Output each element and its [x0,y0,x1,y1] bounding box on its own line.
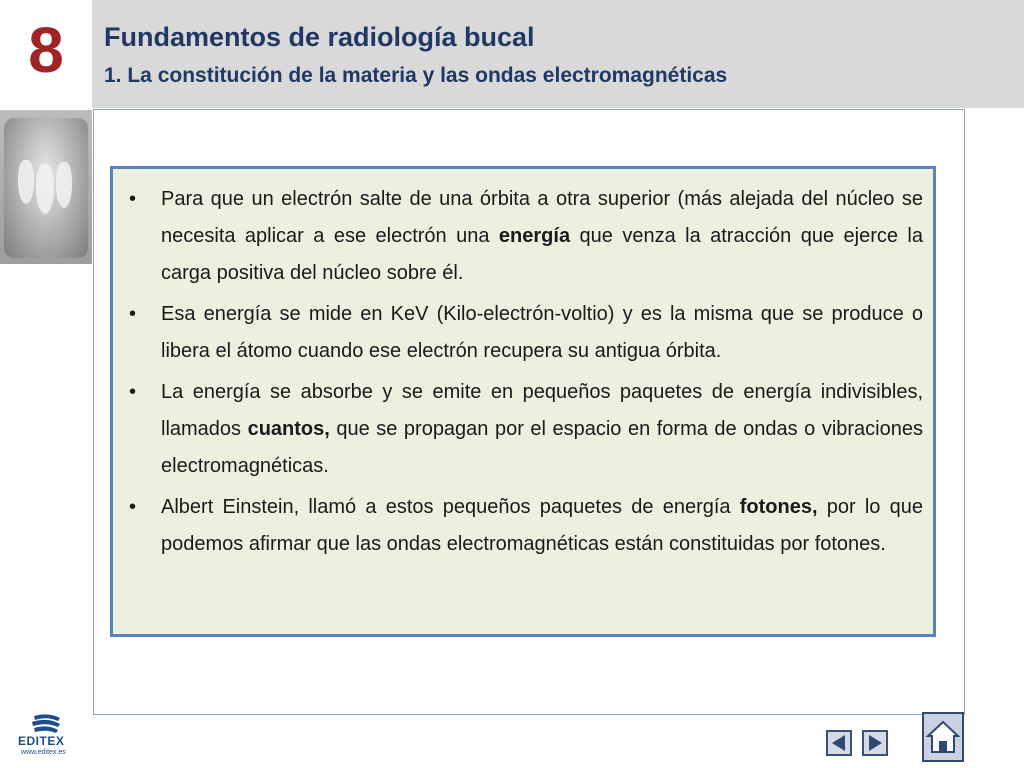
xray-tooth [56,162,72,208]
logo-url: www.editex.es [21,749,66,756]
next-slide-button[interactable] [862,730,888,756]
triangle-right-icon [864,732,886,754]
bullet-bold-term: cuantos, [247,418,330,440]
bullet-text: Para que un electrón salte de una órbita a otra superior (más alejada del núcleo se necesita aplicar a ese electrón una [161,188,923,247]
chapter-number: 8 [28,14,64,86]
triangle-left-icon [828,732,850,754]
dental-xray-image [0,110,92,264]
bullet-dot: • [129,496,137,518]
previous-slide-button[interactable] [826,730,852,756]
home-button[interactable] [922,712,964,762]
bullet-dot: • [129,303,137,325]
bullet-text: por lo que podemos afirmar que las ondas electromagnéticas están constituidas por fotones. [161,496,924,555]
bullet-text: que se propagan por el espacio en forma de ondas o vibraciones electromagnéticas. [161,418,923,477]
bullet-text: Esa energía se mide en KeV (Kilo-electrón-voltio) y es la misma que se produce o libera el átomo cuando ese electrón recupera su antigua órbita. [161,303,923,362]
bullet-item [123,296,923,370]
bullet-dot: • [129,381,137,403]
bullet-item [123,489,923,563]
xray-film [4,118,88,258]
bullet-list [123,181,923,563]
bullet-item [123,181,923,292]
bullet-dot: • [129,188,137,210]
bullet-text: La energía se absorbe y se emite en pequeños paquetes de energía indivisibles, llamados [161,381,923,440]
xray-tooth [36,164,54,214]
content-textbox [110,166,936,637]
bullet-text: que venza la atracción que ejerce la carga positiva del núcleo sobre él. [161,225,923,284]
chapter-number-badge [0,0,92,108]
bullet-text: Albert Einstein, llamó a estos pequeños paquetes de energía [161,496,740,518]
header-bar [0,0,1024,108]
bullet-item [123,374,923,485]
page-subtitle: 1. La constitución de la materia y las ondas electromagnéticas [104,64,728,87]
xray-tooth [18,160,34,204]
logo-wordmark: EDITEX [18,734,65,748]
page-title: Fundamentos de radiología bucal [104,22,535,52]
bullet-bold-term: fotones, [739,496,818,518]
home-icon [924,714,962,760]
bullet-bold-term: energía [498,225,571,247]
